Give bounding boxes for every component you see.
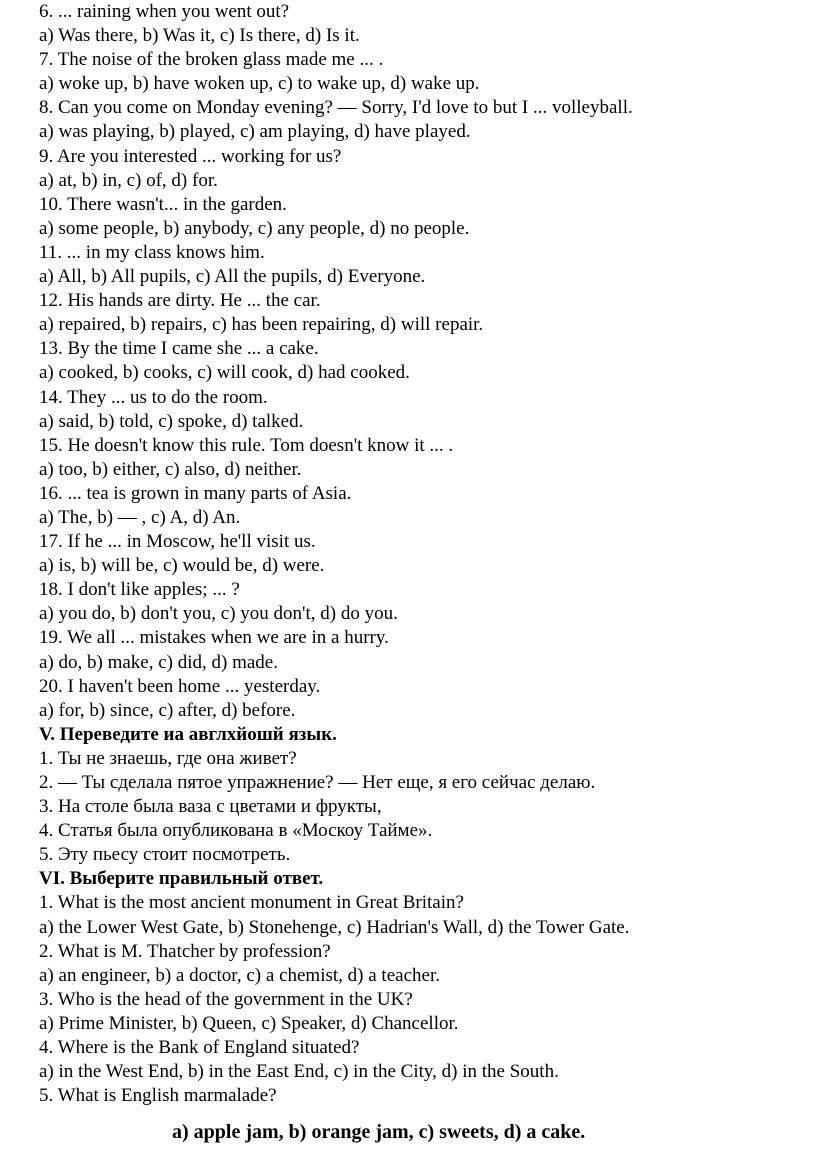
document-page <box>39 0 809 1108</box>
text-line: a) said, b) told, c) spoke, d) talked. <box>39 410 304 432</box>
text-line: 7. The noise of the broken glass made me ... . <box>39 49 384 71</box>
text-line: 10. There wasn't... in the garden. <box>39 193 287 215</box>
section-heading: V. Переведите иа авглхйошй язык. <box>39 723 337 745</box>
text-line: 3. Who is the head of the government in the UK? <box>39 988 413 1010</box>
text-line: 20. I haven't been home ... yesterday. <box>39 675 321 697</box>
text-line: 1. What is the most ancient monument in Great Britain? <box>39 892 464 914</box>
text-line: a) cooked, b) cooks, c) will cook, d) had cooked. <box>39 362 410 384</box>
text-line: a) at, b) in, c) of, d) for. <box>39 169 218 191</box>
text-line: 8. Can you come on Monday evening? — Sorry, I'd love to but I ... volleyball. <box>39 97 633 119</box>
text-line: 18. I don't like apples; ... ? <box>39 579 240 601</box>
text-line: a) The, b) — , c) A, d) An. <box>39 506 241 528</box>
text-line: 3. На столе была ваза с цветами и фрукты, <box>39 796 382 818</box>
section-heading: VI. Выберите правильный ответ. <box>39 868 324 890</box>
text-line: 1. Ты не знаешь, где она живет? <box>39 747 297 769</box>
text-line: 2. — Ты сделала пятое упражнение? — Нет еще, я его сейчас делаю. <box>39 772 596 793</box>
text-line: 5. Эту пьесу стоит посмотреть. <box>39 844 291 866</box>
text-line: a) All, b) All pupils, c) All the pupils, d) Everyone. <box>39 266 426 288</box>
text-line: a) is, b) will be, c) would be, d) were. <box>39 555 325 577</box>
text-line: 13. By the time I came she ... a cake. <box>39 338 319 360</box>
text-line: 4. Where is the Bank of England situated? <box>39 1037 360 1059</box>
text-line: a) Was there, b) Was it, c) Is there, d) Is it. <box>39 25 360 47</box>
text-line: a) for, b) since, c) after, d) before. <box>39 699 296 721</box>
text-line: 15. He doesn't know this rule. Tom doesn't know it ... . <box>39 434 454 456</box>
text-line: a) the Lower West Gate, b) Stonehenge, c) Hadrian's Wall, d) the Tower Gate. <box>39 916 630 938</box>
text-line: a) in the West End, b) in the East End, c) in the City, d) in the South. <box>39 1061 559 1083</box>
text-line: a) do, b) make, c) did, d) made. <box>39 651 278 673</box>
text-line: a) some people, b) anybody, c) any people, d) no people. <box>39 217 470 239</box>
text-line: 6. ... raining when you went out? <box>39 1 290 22</box>
text-line: 11. ... in my class knows him. <box>39 241 265 263</box>
text-line: a) Prime Minister, b) Queen, c) Speaker, d) Chancellor. <box>39 1012 459 1034</box>
text-line: 9. Are you interested ... working for us? <box>39 145 342 167</box>
text-line: 16. ... tea is grown in many parts of Asia. <box>39 482 352 504</box>
text-line: a) was playing, b) played, c) am playing, d) have played. <box>39 121 471 143</box>
text-line: 12. His hands are dirty. He ... the car. <box>39 290 321 312</box>
text-line: a) you do, b) don't you, c) you don't, d) do you. <box>39 603 398 625</box>
text-line: a) an engineer, b) a doctor, c) a chemist, d) a teacher. <box>39 964 440 986</box>
text-line: a) repaired, b) repairs, c) has been repairing, d) will repair. <box>39 314 484 336</box>
text-line: a) too, b) either, c) also, d) neither. <box>39 458 302 480</box>
text-line: 5. What is English marmalade? <box>39 1085 277 1107</box>
text-line: 17. If he ... in Moscow, he'll visit us. <box>39 531 316 553</box>
text-line: 19. We all ... mistakes when we are in a hurry. <box>39 627 389 649</box>
answer-options-line: a) apple jam, b) orange jam, c) sweets, d) a cake. <box>172 1121 586 1143</box>
text-line: 4. Статья была опубликована в «Москоу Тайме». <box>39 820 433 842</box>
text-line: 2. What is M. Thatcher by profession? <box>39 940 331 962</box>
text-line: 14. They ... us to do the room. <box>39 386 268 408</box>
text-line: a) woke up, b) have woken up, c) to wake up, d) wake up. <box>39 73 480 95</box>
